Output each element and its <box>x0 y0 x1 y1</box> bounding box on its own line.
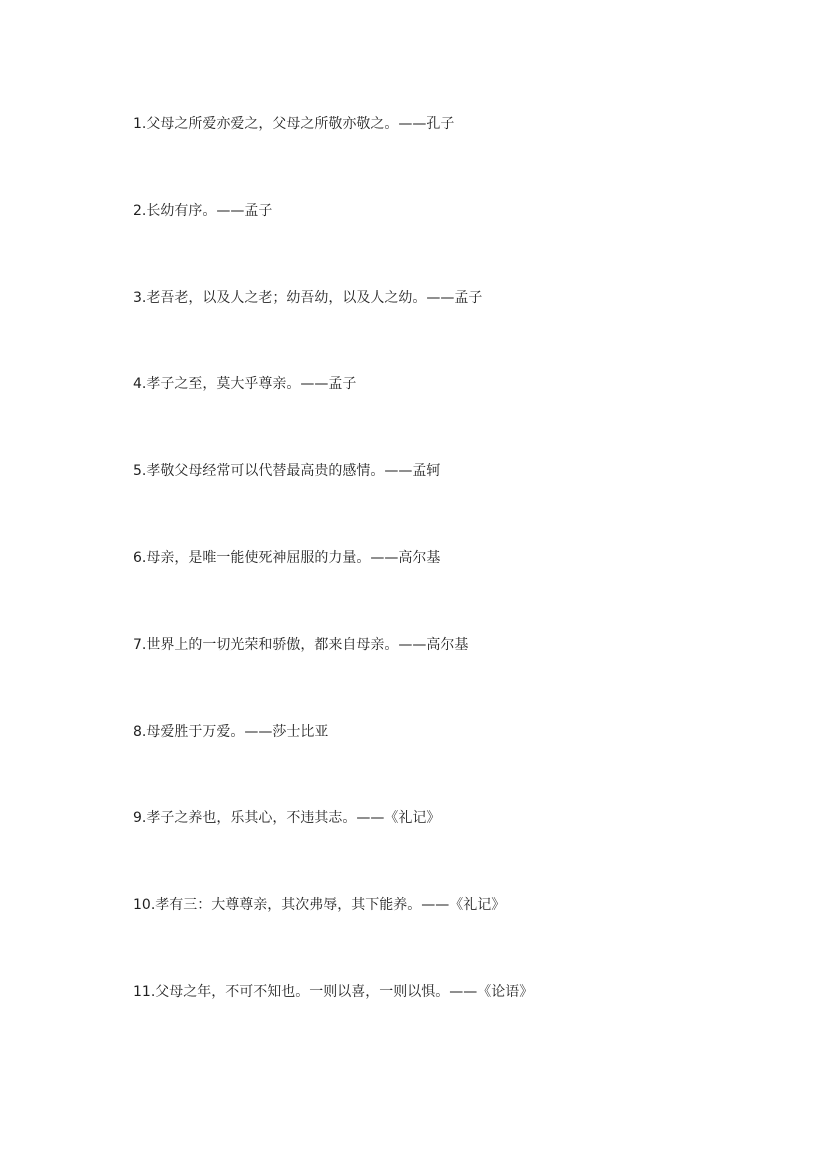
quote-item-5: 5.孝敬父母经常可以代替最高贵的感情。——孟轲 <box>133 463 441 480</box>
quote-item-7: 7.世界上的一切光荣和骄傲，都来自母亲。——高尔基 <box>133 636 469 653</box>
quote-item-8: 8.母爱胜于万爱。——莎士比亚 <box>133 723 329 740</box>
quote-item-2: 2.长幼有序。——孟子 <box>133 202 273 219</box>
quote-item-1: 1.父母之所爱亦爱之，父母之所敬亦敬之。——孔子 <box>133 116 455 132</box>
quote-item-11: 11.父母之年，不可不知也。一则以喜，一则以惧。——《论语》 <box>133 983 534 1000</box>
quote-item-4: 4.孝子之至，莫大乎尊亲。——孟子 <box>133 376 357 393</box>
quote-item-10: 10.孝有三：大尊尊亲，其次弗辱，其下能养。——《礼记》 <box>133 897 506 914</box>
quote-item-3: 3.老吾老，以及人之老；幼吾幼，以及人之幼。——孟子 <box>133 289 483 306</box>
quote-item-9: 9.孝子之养也，乐其心，不违其志。——《礼记》 <box>133 810 441 827</box>
quote-item-6: 6.母亲，是唯一能使死神屈服的力量。——高尔基 <box>133 549 441 566</box>
quote-list <box>133 114 793 1069</box>
